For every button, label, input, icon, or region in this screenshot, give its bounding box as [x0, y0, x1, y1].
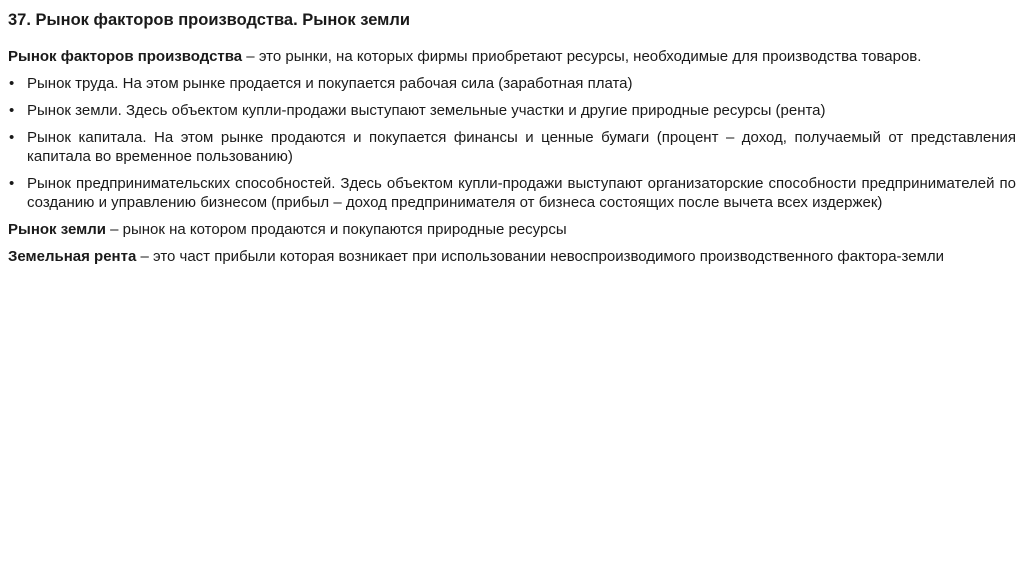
list-item-text: Рынок труда. На этом рынке продается и покупается рабочая сила (заработная плата)	[27, 75, 633, 92]
list-item-text: Рынок земли. Здесь объектом купли-продажи выступают земельные участки и другие природные ресурсы (рента)	[27, 102, 826, 119]
list-item-text: Рынок предпринимательских способностей. Здесь объектом купли-продажи выступают организаторские способности предпринимателей по созданию и управлению бизнесом (прибыл – доход предпринимателя от бизнеса состоящих после вычета всех издержек)	[27, 175, 1016, 211]
intro-definition: – это рынки, на которых фирмы приобретают ресурсы, необходимые для производства товаров.	[242, 48, 922, 65]
bullet-icon: •	[9, 175, 15, 192]
land-market-paragraph	[8, 220, 1016, 239]
list-item-text: Рынок капитала. На этом рынке продаются и покупается финансы и ценные бумаги (процент – доход, получаемый от представления капитала во временное пользованию)	[27, 129, 1016, 165]
list-item	[8, 74, 1016, 93]
list-item	[8, 101, 1016, 120]
land-rent-definition: – это част прибыли которая возникает при использовании невоспроизводимого производственного фактора-земли	[136, 248, 945, 265]
land-market-definition: – рынок на котором продаются и покупаются природные ресурсы	[105, 221, 567, 238]
factor-markets-list	[8, 74, 1016, 212]
bullet-icon: •	[9, 102, 15, 119]
land-rent-paragraph	[8, 247, 1016, 266]
intro-term: Рынок факторов производства	[8, 48, 243, 65]
list-item	[8, 128, 1016, 166]
intro-paragraph	[8, 47, 1016, 66]
slide-title: 37. Рынок факторов производства. Рынок земли	[8, 11, 411, 29]
bullet-icon: •	[9, 75, 15, 92]
bullet-icon: •	[9, 129, 15, 146]
land-market-term: Рынок земли	[8, 221, 106, 238]
land-rent-term: Земельная рента	[8, 248, 137, 265]
slide-content	[8, 10, 1016, 274]
list-item	[8, 174, 1016, 212]
